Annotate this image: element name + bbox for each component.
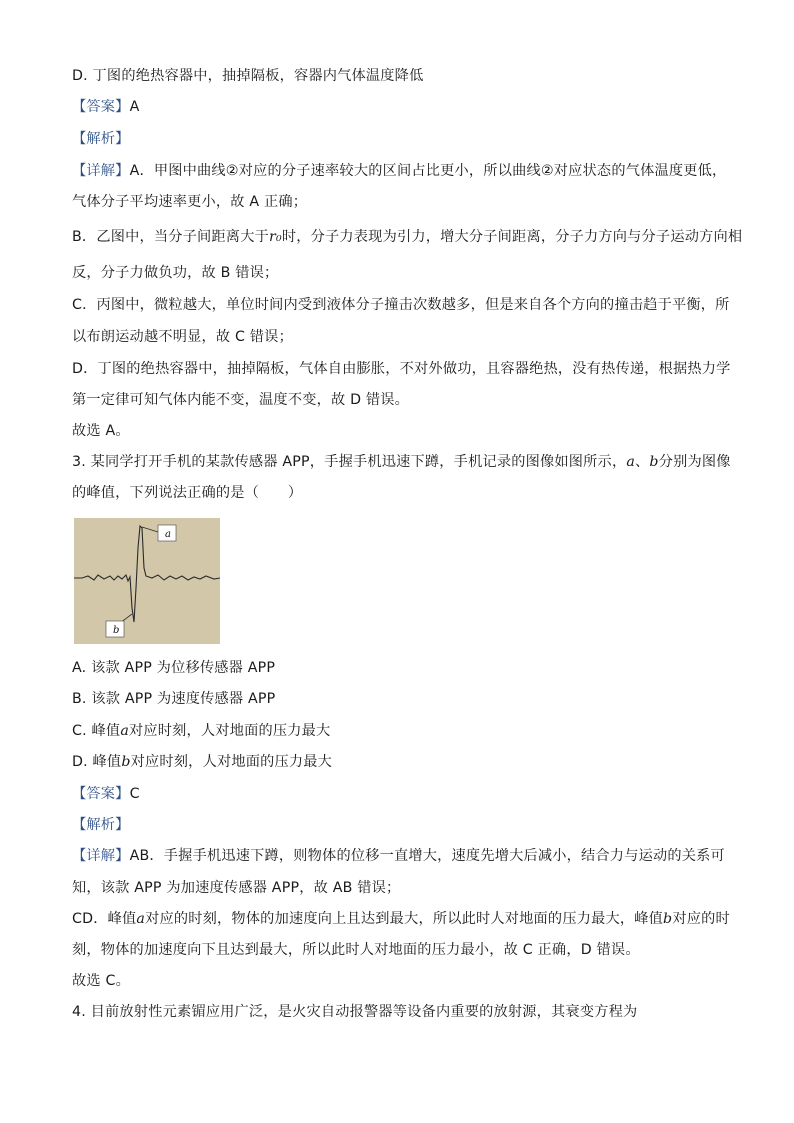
sensor-graph [74, 518, 220, 644]
detail-line-c1: C．丙图中，微粒越大，单位时间内受到液体分子撞击次数越多，但是来自各个方向的撞击趋于平衡，所 [72, 297, 730, 313]
option-d: D. 峰值b对应时刻，人对地面的压力最大 [72, 754, 333, 770]
answer-tag: 【答案】 [72, 99, 130, 115]
option-c: C. 峰值a对应时刻，人对地面的压力最大 [72, 723, 331, 739]
answer-line-q2: 【答案】A [72, 99, 140, 115]
detail-line-d1: D．丁图的绝热容器中，抽掉隔板，气体自由膨胀，不对外做功，且容器绝热，没有热传递，根据热力学 [72, 361, 731, 377]
detail-line-d2: 第一定律可知气体内能不变，温度不变，故 D 错误。 [72, 392, 410, 408]
detail-line-b2: 反，分子力做负功，故 B 错误； [72, 265, 279, 281]
question-3-line-2: 的峰值，下列说法正确的是（ ） [72, 485, 303, 501]
conclusion-q2: 故选 A。 [72, 423, 130, 439]
analysis-tag-q3: 【解析】 [72, 817, 130, 833]
q3-detail-line-3: CD．峰值a对应的时刻，物体的加速度向上且达到最大，所以此时人对地面的压力最大，峰值b对应的时 [72, 911, 730, 927]
r0-symbol: r₀ [268, 229, 282, 245]
analysis-tag-q2: 【解析】 [72, 131, 130, 147]
graph-background [74, 518, 220, 644]
label-a: a [165, 529, 171, 540]
q3-detail-line-4: 刻，物体的加速度向下且达到最大，所以此时人对地面的压力最小，故 C 正确，D 错误。 [72, 942, 640, 958]
q3-detail-line-2: 知，该款 APP 为加速度传感器 APP，故 AB 错误； [72, 880, 401, 896]
option-b: B. 该款 APP 为速度传感器 APP [72, 691, 276, 707]
detail-line-1: 【详解】A．甲图中曲线②对应的分子速率较大的区间占比更小，所以曲线②对应状态的气体温度更低， [72, 163, 727, 179]
q3-detail-line-1: 【详解】AB．手握手机迅速下蹲，则物体的位移一直增大，速度先增大后减小，结合力与运动的关系可 [72, 848, 725, 864]
option-d-text: D. 丁图的绝热容器中，抽掉隔板，容器内气体温度降低 [72, 68, 424, 84]
detail-line-b1: B．乙图中，当分子间距离大于r₀时，分子力表现为引力，增大分子间距离，分子力方向与分子运动方向相 [72, 229, 743, 245]
question-4-line-1: 4. 目前放射性元素镅应用广泛，是火灾自动报警器等设备内重要的放射源，其衰变方程为 [72, 1004, 638, 1020]
question-3-line-1: 3. 某同学打开手机的某款传感器 APP，手握手机迅速下蹲，手机记录的图像如图所示，a、b分别为图像 [72, 454, 731, 470]
conclusion-q3: 故选 C。 [72, 973, 130, 989]
detail-line-2: 气体分子平均速率更小，故 A 正确； [72, 194, 308, 210]
detail-tag: 【详解】 [72, 163, 130, 179]
sensor-graph-figure [74, 518, 220, 644]
detail-line-c2: 以布朗运动越不明显，故 C 错误； [72, 329, 293, 345]
answer-line-q3: 【答案】C [72, 786, 140, 802]
label-b: b [113, 625, 120, 636]
option-a: A. 该款 APP 为位移传感器 APP [72, 660, 276, 676]
